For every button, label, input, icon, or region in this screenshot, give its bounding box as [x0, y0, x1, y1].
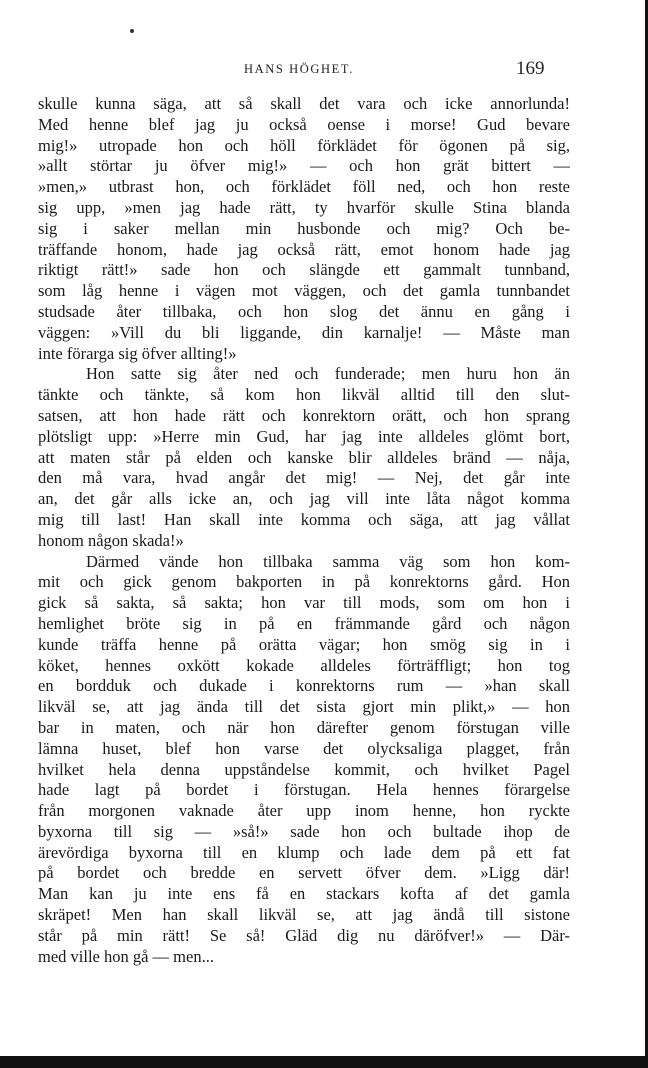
text-line: riktigt rätt!» sade hon och slängde ett gammalt tunnband,: [38, 260, 570, 280]
text-line: står på min rätt! Se så! Gläd dig nu däröfver!» — Där-: [38, 925, 570, 945]
scan-edge-bottom: [0, 1056, 648, 1068]
text-line: honom någon skada!»: [38, 530, 184, 550]
text-line: den må vara, hvad angår det mig! — Nej, det går inte: [38, 468, 570, 488]
text-line: hemlighet bröte sig in på en främmande gård och någon: [38, 613, 570, 633]
text-line: som låg henne i vägen mot väggen, och det gamla tunnbandet: [38, 281, 570, 301]
text-line: hvilket hela denna uppståndelse kommit, och hvilket Pagel: [38, 759, 570, 779]
text-line: skulle kunna säga, att så skall det vara och icke annorlunda!: [38, 94, 570, 113]
text-line: »allt störtar ju öfver mig!» — och hon grät bittert —: [38, 156, 570, 176]
text-line: likväl se, att jag ända till det sista gjort min plikt,» — hon: [38, 697, 570, 717]
text-line: satsen, att hon hade rätt och konrektorn orätt, och hon sprang: [38, 405, 570, 425]
text-line: studsade åter tillbaka, och hon slog det ännu en gång i: [38, 301, 570, 321]
text-line: Med henne blef jag ju också oense i morse! Gud bevare: [38, 114, 570, 134]
text-line: bar in maten, och när hon därefter genom förstugan ville: [38, 717, 570, 737]
text-line: med ville hon gå — men...: [38, 946, 214, 966]
text-line: hade lagt på bordet i förstugan. Hela hennes förargelse: [38, 780, 570, 800]
text-line: mig!» utropade hon och höll förklädet för ögonen på sig,: [38, 135, 570, 155]
text-line: skräpet! Men han skall likväl se, att jag ändå till sistone: [38, 905, 570, 925]
text-line: byxorna till sig — »så!» sade hon och bultade ihop de: [38, 821, 570, 841]
text-line: plötsligt upp: »Herre min Gud, har jag inte alldeles glömt bort,: [38, 426, 570, 446]
text-line: gick så sakta, så sakta; hon var till mods, som om hon i: [38, 593, 570, 613]
text-line: sig i saker mellan min husbonde och mig? Och be-: [38, 218, 570, 238]
running-head: [0, 58, 648, 82]
text-line: träffande honom, hade jag också rätt, emot honom hade jag: [38, 239, 570, 259]
text-line: tänkte och tänkte, så kom hon likväl alltid till den slut-: [38, 385, 570, 405]
text-line: lämna huset, blef hon varse det olycksaliga plagget, från: [38, 738, 570, 758]
text-line: en bordduk och dukade i konrektorns rum — »han skall: [38, 676, 570, 696]
text-line: mig till last! Han skall inte komma och säga, att jag vållat: [38, 509, 570, 529]
text-line: ärevördiga byxorna till en klump och lade dem på ett fat: [38, 842, 570, 862]
page-number: 169: [516, 58, 545, 79]
text-line: väggen: »Vill du bli liggande, din karnalje! — Måste man: [38, 322, 570, 342]
text-line: inte förarga sig öfver allting!»: [38, 343, 237, 363]
text-line: »men,» utbrast hon, och förklädet föll ned, och hon reste: [38, 177, 570, 197]
text-line: Därmed vände hon tillbaka samma väg som hon kom-: [86, 551, 570, 571]
text-line: sig upp, »men jag hade rätt, ty hvarför skulle Stina blanda: [38, 197, 570, 217]
text-line: mit och gick genom bakporten in på konrektorns gård. Hon: [38, 572, 570, 592]
text-line: Hon satte sig åter ned och funderade; men huru hon än: [86, 364, 570, 384]
text-line: från morgonen vaknade åter upp inom henne, hon ryckte: [38, 801, 570, 821]
text-line: Man kan ju inte ens få en stackars kofta af det gamla: [38, 884, 570, 904]
scan-speck: [130, 29, 134, 33]
text-line: kunde träffa henne på orätta vägar; hon smög sig in i: [38, 634, 570, 654]
running-title: HANS HÖGHET.: [244, 62, 354, 76]
body-text: [38, 94, 570, 967]
text-line: köket, hennes oxkött kokade alldeles förträffligt; hon tog: [38, 655, 570, 675]
text-line: an, det går alls icke an, och jag vill inte låta något komma: [38, 489, 570, 509]
text-line: på bordet och bredde en servett öfver dem. »Ligg där!: [38, 863, 570, 883]
text-line: att maten står på elden och kanske blir alldeles bränd — nåja,: [38, 447, 570, 467]
